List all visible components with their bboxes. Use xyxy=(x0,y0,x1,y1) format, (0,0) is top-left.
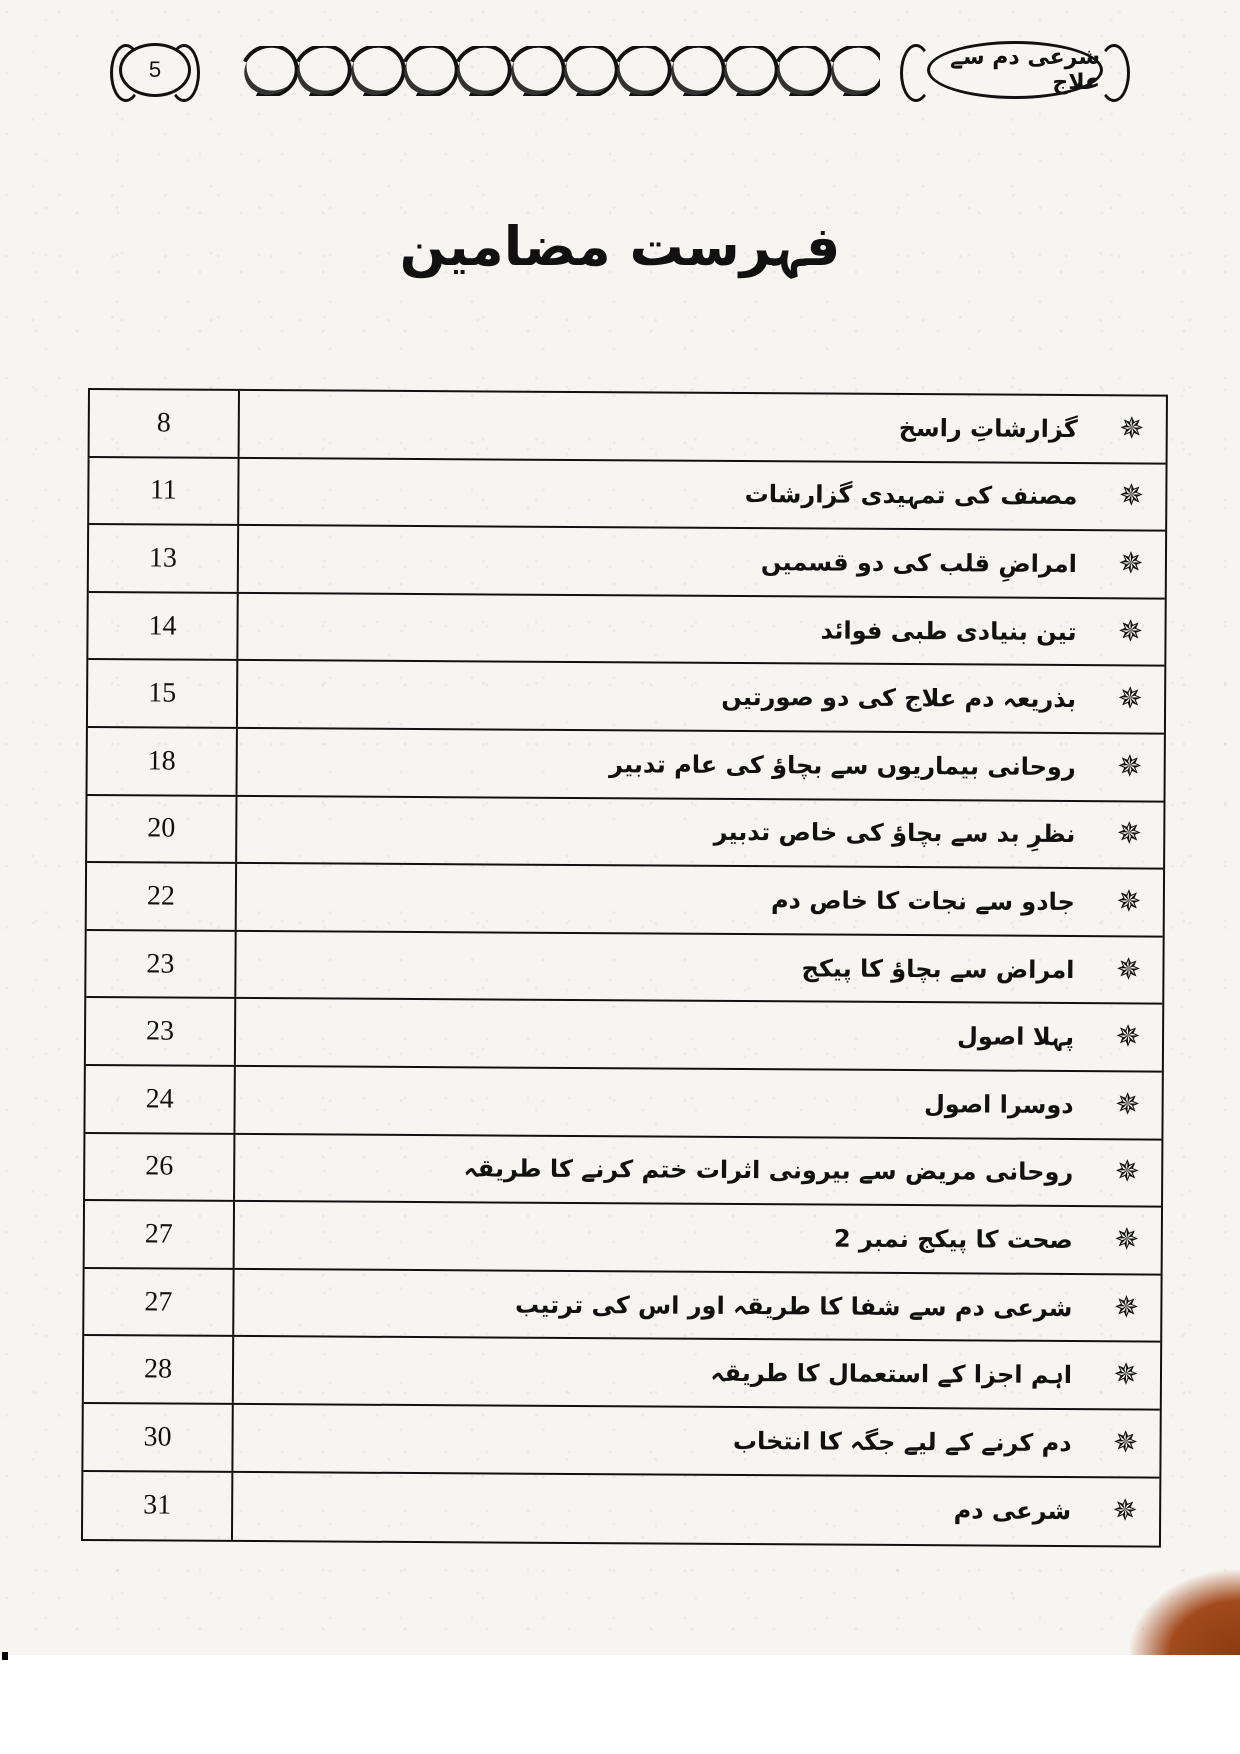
toc-entry xyxy=(239,459,1165,530)
toc-row[interactable] xyxy=(83,1404,1159,1478)
star-bullet-icon: ✵ xyxy=(1113,1289,1140,1325)
toc-entry xyxy=(233,1405,1159,1476)
book-title-medallion xyxy=(890,38,1140,102)
toc-entry xyxy=(233,1472,1159,1545)
toc-entry xyxy=(238,594,1164,665)
star-bullet-icon: ✵ xyxy=(1114,1154,1140,1190)
toc-entry-title: شرعی دم xyxy=(953,1496,1072,1526)
star-bullet-icon: ✵ xyxy=(1118,478,1145,514)
toc-page-number: 26 xyxy=(85,1134,235,1201)
toc-entry xyxy=(237,796,1163,867)
running-head-book-title: شرعی دم سے علاج xyxy=(927,41,1103,99)
toc-row[interactable] xyxy=(85,1134,1161,1208)
toc-row[interactable] xyxy=(88,728,1164,802)
toc-entry xyxy=(234,1270,1160,1341)
toc-entry-title: نظرِ بد سے بچاؤ کی خاص تدبیر xyxy=(713,818,1076,849)
toc-row[interactable] xyxy=(89,525,1165,599)
toc-entry xyxy=(237,864,1163,935)
toc-entry-title: شرعی دم سے شفا کا طریقہ اور اس کی ترتیب xyxy=(514,1290,1073,1322)
toc-entry-title: دوسرا اصول xyxy=(923,1089,1074,1119)
toc-page-number: 23 xyxy=(86,931,236,998)
toc-entry-title: پہلا اصول xyxy=(957,1022,1075,1052)
toc-entry-title: جادو سے نجات کا خاص دم xyxy=(770,886,1075,916)
toc-page-number: 8 xyxy=(90,390,240,457)
toc-row[interactable] xyxy=(83,1471,1159,1545)
star-bullet-icon: ✵ xyxy=(1116,816,1142,852)
table-of-contents xyxy=(81,388,1168,1548)
toc-page-number: 23 xyxy=(86,998,236,1065)
toc-page-number: 11 xyxy=(89,458,239,525)
toc-entry-title: گزارشاتِ راسخ xyxy=(898,413,1078,443)
toc-entry xyxy=(239,526,1165,597)
toc-entry xyxy=(240,391,1166,462)
toc-row[interactable] xyxy=(90,390,1166,464)
toc-row[interactable] xyxy=(85,1201,1161,1275)
page-title: فہرست مضامین xyxy=(399,215,841,278)
toc-entry-title: امراضِ قلب کی دو قسمیں xyxy=(760,548,1078,579)
toc-entry xyxy=(235,1134,1161,1205)
toc-row[interactable] xyxy=(87,863,1163,937)
toc-entry-title: دم کرنے کے لیے جگہ کا انتخاب xyxy=(732,1426,1072,1457)
scan-edge-stain xyxy=(1130,1570,1240,1655)
star-bullet-icon: ✵ xyxy=(1112,1493,1138,1529)
toc-entry xyxy=(238,729,1164,800)
toc-entry-title: تین بنیادی طبی فوائد xyxy=(820,616,1077,646)
page-header xyxy=(80,38,1160,108)
toc-page-number: 24 xyxy=(85,1066,235,1133)
toc-entry-title: روحانی بیماریوں سے بچاؤ کی عام تدبیر xyxy=(609,749,1076,781)
toc-page-number: 14 xyxy=(88,593,238,660)
toc-page-number: 18 xyxy=(88,728,238,795)
star-bullet-icon: ✵ xyxy=(1117,749,1143,785)
star-bullet-icon: ✵ xyxy=(1117,681,1143,717)
toc-page-number: 20 xyxy=(87,796,237,863)
toc-row[interactable] xyxy=(86,998,1162,1072)
toc-page-number: 30 xyxy=(83,1404,233,1471)
star-bullet-icon: ✵ xyxy=(1114,1087,1141,1123)
toc-page-number: 27 xyxy=(84,1269,234,1336)
star-bullet-icon: ✵ xyxy=(1112,1424,1139,1461)
toc-row[interactable] xyxy=(86,931,1162,1005)
decorative-vine-border xyxy=(240,46,880,96)
toc-entry-title: امراض سے بچاؤ کا پیکج xyxy=(801,953,1075,984)
star-bullet-icon: ✵ xyxy=(1118,546,1144,582)
toc-page-number: 27 xyxy=(85,1201,235,1268)
star-bullet-icon: ✵ xyxy=(1114,1222,1140,1258)
page-number-medallion xyxy=(100,38,210,102)
toc-row[interactable] xyxy=(84,1336,1160,1410)
star-bullet-icon: ✵ xyxy=(1116,884,1142,920)
star-bullet-icon: ✵ xyxy=(1115,951,1142,987)
star-bullet-icon: ✵ xyxy=(1117,613,1144,650)
flourish-ornament-icon xyxy=(1098,44,1130,102)
vine-scroll-ornament-icon xyxy=(819,46,880,96)
toc-entry-title: صحت کا پیکج نمبر 2 xyxy=(833,1224,1073,1254)
toc-entry xyxy=(235,1067,1161,1138)
toc-entry xyxy=(234,1337,1160,1408)
star-bullet-icon: ✵ xyxy=(1115,1019,1141,1055)
toc-entry-title: اہم اجزا کے استعمال کا طریقہ xyxy=(710,1358,1073,1390)
page-number: 5 xyxy=(119,43,191,97)
toc-page-number: 13 xyxy=(89,525,239,592)
toc-entry xyxy=(236,932,1162,1003)
toc-entry-title: بذریعہ دم علاج کی دو صورتیں xyxy=(721,683,1077,714)
toc-row[interactable] xyxy=(84,1269,1160,1343)
star-bullet-icon: ✵ xyxy=(1113,1357,1139,1393)
star-bullet-icon: ✵ xyxy=(1119,411,1145,447)
toc-page-number: 15 xyxy=(88,660,238,727)
toc-row[interactable] xyxy=(85,1066,1161,1140)
toc-entry-title: مصنف کی تمہیدی گزارشات xyxy=(744,480,1078,511)
scan-artifact xyxy=(2,1652,8,1660)
toc-entry xyxy=(236,999,1162,1070)
toc-entry xyxy=(238,661,1164,732)
toc-row[interactable] xyxy=(88,593,1164,667)
toc-row[interactable] xyxy=(87,796,1163,870)
toc-row[interactable] xyxy=(89,458,1165,532)
toc-entry-title: روحانی مریض سے بیرونی اثرات ختم کرنے کا طریقہ xyxy=(463,1154,1074,1187)
toc-page-number: 31 xyxy=(83,1471,233,1540)
toc-entry xyxy=(235,1202,1161,1273)
toc-page-number: 28 xyxy=(84,1336,234,1403)
toc-page-number: 22 xyxy=(87,863,237,930)
toc-row[interactable] xyxy=(88,660,1164,734)
